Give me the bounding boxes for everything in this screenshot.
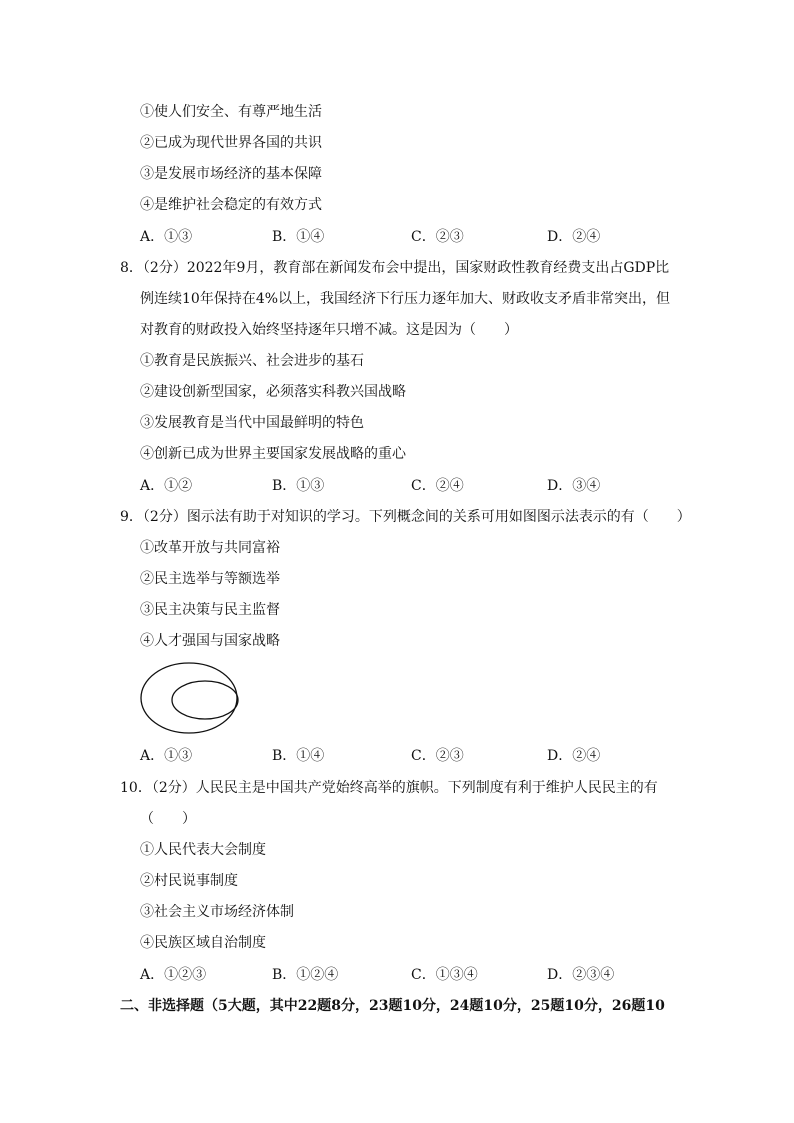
q7-item-1: ①使人们安全、有尊严地生活 [140,104,322,120]
q9-item-1: ①改革开放与共同富裕 [140,540,280,556]
q7-option-b: B．①④ [272,229,325,245]
section-2-heading: 二、非选择题（5大题，其中22题8分，23题10分，24题10分，25题10分，26题10 [120,998,665,1014]
q10-stem-line-2: （ ） [140,811,196,827]
q9-item-2: ②民主选举与等额选举 [140,571,280,587]
nested-ellipses-diagram [138,660,242,736]
q9-stem-line-1: 9．（2分）图示法有助于对知识的学习。下列概念间的关系可用如图图示法表示的有（ ） [120,509,691,525]
q9-option-c: C．②③ [411,748,464,764]
q10-item-4: ④民族区域自治制度 [140,935,266,951]
q7-option-c: C．②③ [411,229,464,245]
q9-option-d: D．②④ [547,748,601,764]
q10-option-a: A．①②③ [140,967,207,983]
q7-option-a: A．①③ [140,229,193,245]
q9-item-4: ④人才强国与国家战略 [140,633,280,649]
q7-item-2: ②已成为现代世界各国的共识 [140,135,322,151]
q8-option-c: C．②④ [411,478,464,494]
q8-option-b: B．①③ [272,478,325,494]
q7-item-3: ③是发展市场经济的基本保障 [140,166,322,182]
q10-item-3: ③社会主义市场经济体制 [140,904,294,920]
q10-item-2: ②村民说事制度 [140,873,238,889]
q7-option-d: D．②④ [547,229,601,245]
q7-item-4: ④是维护社会稳定的有效方式 [140,197,322,213]
q9-option-b: B．①④ [272,748,325,764]
q8-stem-line-2: 例连续10年保持在4%以上，我国经济下行压力逐年加大、财政收支矛盾非常突出，但 [140,291,671,307]
q8-item-4: ④创新已成为世界主要国家发展战略的重心 [140,446,406,462]
q8-option-d: D．③④ [547,478,601,494]
q8-option-a: A．①② [140,478,193,494]
q10-option-b: B．①②④ [272,967,339,983]
q10-option-c: C．①③④ [411,967,478,983]
q9-item-3: ③民主决策与民主监督 [140,602,280,618]
q8-item-1: ①教育是民族振兴、社会进步的基石 [140,353,364,369]
q9-option-a: A．①③ [140,748,193,764]
inner-ellipse [172,681,238,719]
q8-item-2: ②建设创新型国家，必须落实科教兴国战略 [140,384,406,400]
q8-item-3: ③发展教育是当代中国最鲜明的特色 [140,415,364,431]
outer-ellipse [141,663,237,733]
q8-stem-line-3: 对教育的财政投入始终坚持逐年只增不减。这是因为（ ） [140,322,518,338]
q8-stem-line-1: 8．（2分）2022年9月，教育部在新闻发布会中提出，国家财政性教育经费支出占GDP比 [120,260,670,276]
q10-stem-line-1: 10．（2分）人民民主是中国共产党始终高举的旗帜。下列制度有利于维护人民民主的有 [120,780,658,796]
q10-option-d: D．②③④ [547,967,615,983]
q10-item-1: ①人民代表大会制度 [140,842,266,858]
